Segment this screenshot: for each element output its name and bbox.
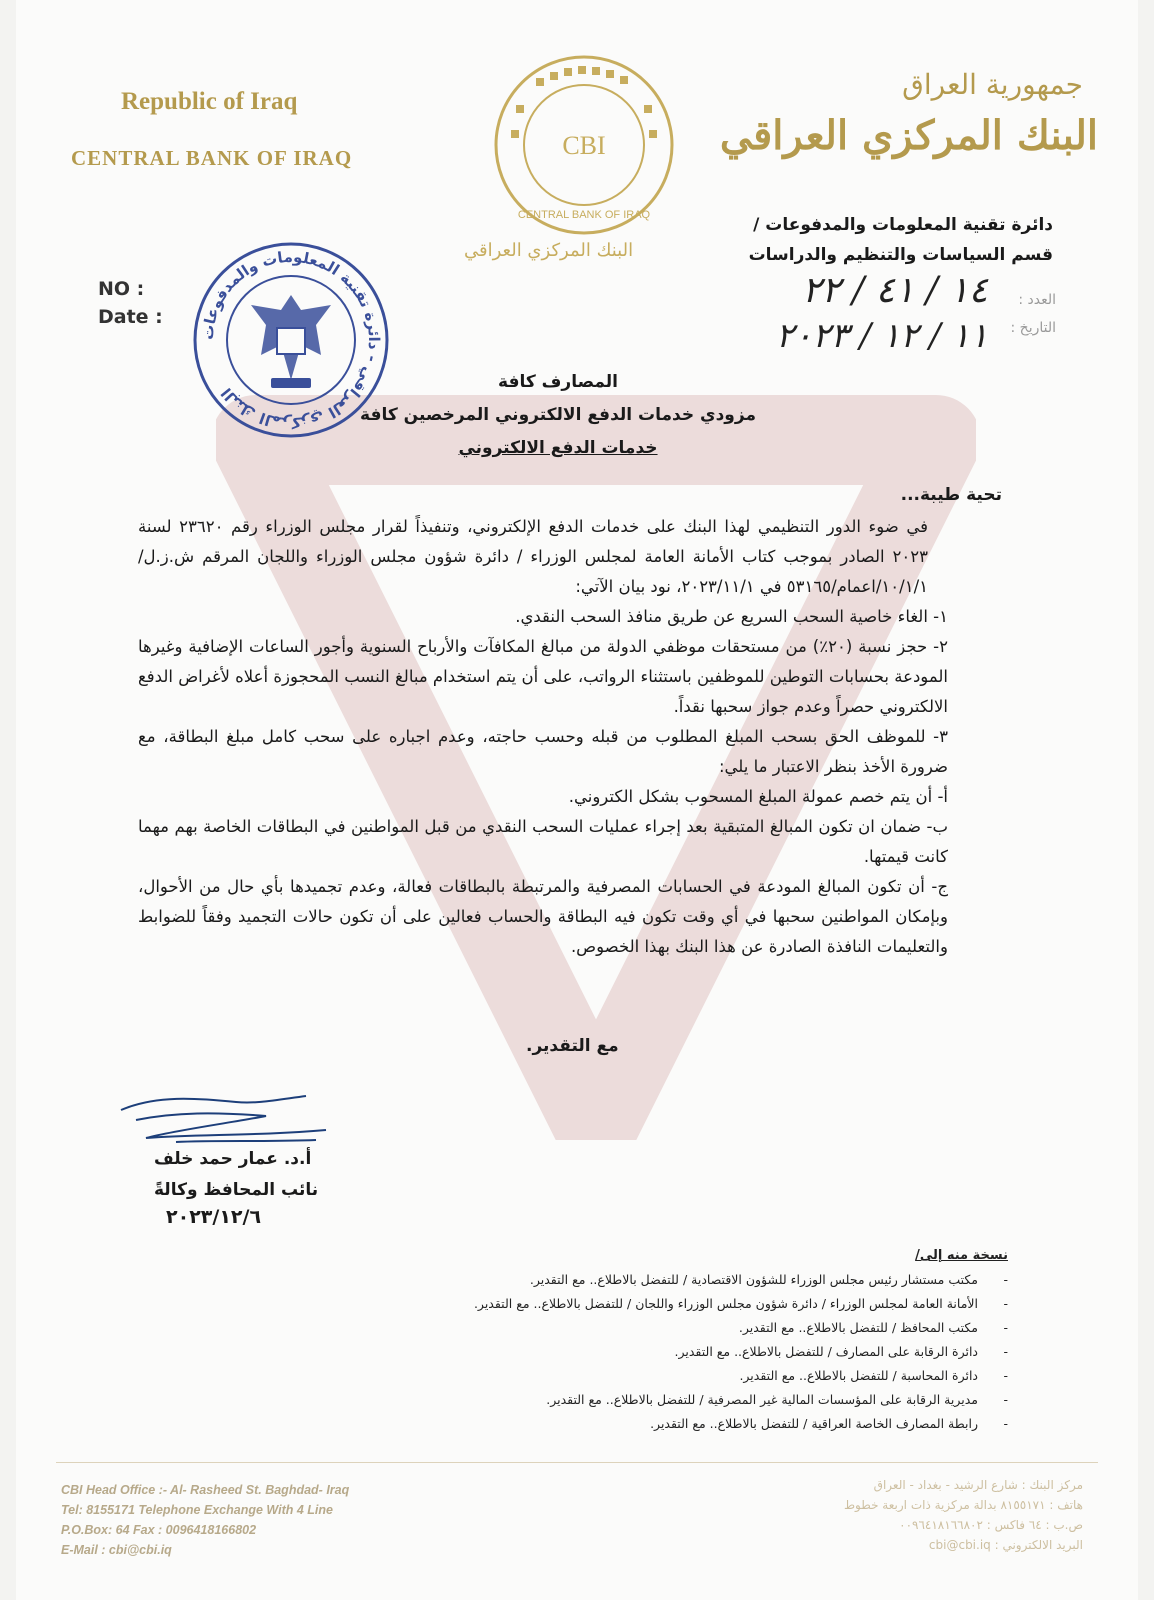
body-intro: في ضوء الدور التنظيمي لهذا البنك على خدمات الدفع الإلكتروني، وتنفيذاً لقرار مجلس الوزراء رقم ٢٣٦٢٠ لسنة ٢٠٢٣ الصادر بموجب كتاب الأمانة العامة لمجلس الوزراء / دائرة شؤون مجلس الوزراء واللجان المرقم ش.ز.ل/١٠/١/١/اعمام/٥٣١٦٥ في ٢٠٢٣/١١/١، نود بيان الآتي: [138,517,928,596]
footer-ar [844,1475,1083,1555]
logo-subtitle: البنك المركزي العراقي [464,240,634,261]
footer-en [61,1480,349,1560]
footer-divider [56,1462,1098,1463]
body-subitem: أ- أن يتم خصم عمولة المبلغ المسحوب بشكل الكتروني. [568,787,948,806]
date-label: Date : [98,306,163,328]
header-ar-bank: البنك المركزي العراقي [719,112,1098,159]
footer-line: ص.ب : ٦٤ فاكس : ٠٠٩٦٤١٨١٦٦٨٠٢ [899,1518,1083,1532]
department-line: قسم السياسات والتنظيم والدراسات [748,245,1053,265]
department-block [749,210,1053,270]
signatory-block [154,1144,318,1206]
body-item: ٢- حجز نسبة (٢٠٪) من مستحقات موظفي الدولة من مبالغ المكافآت والأرباح السنوية وأجور الساعات الإضافية وغيرها المودعة بحسابات التوطين للموظفين باستثناء الرواتب، على أن يتم استخدام مبالغ النسب المحجوزة أعلاه لأغراض الدفع الالكتروني حصراً وعدم جواز سحبها نقداً. [138,637,949,716]
greeting: تحية طيبة... [900,485,1002,505]
footer-line: البريد الالكتروني : cbi@cbi.iq [928,1538,1083,1552]
copy-item: - دائرة المحاسبة / للتفضل بالاطلاع.. مع التقدير. [188,1364,1008,1388]
addressee-line: مزودي خدمات الدفع الالكتروني المرخصين كافة [360,405,756,425]
body-item: ١- الغاء خاصية السحب السريع عن طريق منافذ السحب النقدي. [515,607,948,626]
addressee-line: المصارف كافة [498,372,618,392]
footer-line: P.O.Box: 64 Fax : 0096418166802 [61,1523,257,1537]
header-ar-country: جمهورية العراق [902,68,1083,101]
cbi-logo [486,50,682,240]
no-label: NO : [98,278,145,300]
handwritten-signature [116,1090,336,1150]
department-line: دائرة تقنية المعلومات والمدفوعات / [753,215,1053,235]
footer-line: مركز البنك : شارع الرشيد - بغداد - العراق [873,1478,1083,1492]
copy-item: - مديرية الرقابة على المؤسسات المالية غير المصرفية / للتفضل بالاطلاع.. مع التقدير. [188,1388,1008,1412]
addressee-block [323,366,793,465]
stamp-ring-text: البنك المركزي العراقي - دائرة تقنية المعلومات والمدفوعات [198,247,384,433]
footer-line: CBI Head Office :- Al- Rasheed St. Baghdad- Iraq [61,1483,350,1497]
letter-body [138,512,948,962]
signatory-date: ٢٠٢٣/١٢/٦ [166,1206,262,1228]
copies-title: نسخة منه إلى/ [915,1248,1008,1263]
handwritten-number: ١٤ / ٤١ / ٢٢ [801,270,988,311]
logo-ring-text: CENTRAL BANK OF IRAQ [517,209,651,221]
copy-item: - مكتب المحافظ / للتفضل بالاطلاع.. مع التقدير. [188,1316,1008,1340]
body-item: ٣- للموظف الحق بسحب المبلغ المطلوب من قبله وحسب حاجته، وعدم اجباره على سحب كامل مبلغ البطاقة، مع ضرورة الأخذ بنظر الاعتبار ما يلي: [138,727,948,776]
handwritten-date: ١١ / ١٢ / ٢٠٢٣ [775,316,988,356]
ar-date-label: التاريخ : [1010,320,1056,336]
logo-text: CBI [562,131,606,160]
signatory-name: أ.د. عمار حمد خلف [154,1149,312,1169]
reference-labels-en [98,275,163,331]
ar-no-label: العدد : [1018,292,1056,308]
copy-item: - الأمانة العامة لمجلس الوزراء / دائرة شؤون مجلس الوزراء واللجان / للتفضل بالاطلاع.. مع التقدير. [188,1292,1008,1316]
copy-item: - دائرة الرقابة على المصارف / للتفضل بالاطلاع.. مع التقدير. [188,1340,1008,1364]
body-subitem: ب- ضمان ان تكون المبالغ المتبقية بعد إجراء عمليات السحب النقدي من قبل المواطنين في البطاقات الخاصة بهم مهما كانت قيمتها. [138,817,948,866]
reference-labels-ar [1010,286,1056,342]
header-en-country: Republic of Iraq [121,88,298,115]
body-subitem: ج- أن تكون المبالغ المودعة في الحسابات المصرفية والمرتبطة بالبطاقات فعالة، وعدم تجميدها بأي حال من الأحوال، وبإمكان المواطنين سحبها في أي وقت تكون فيه البطاقة والحساب فعالين على أن تكون حالات التجميد وفقاً للضوابط والتعليمات النافذة الصادرة عن هذا البنك بهذا الخصوص. [138,877,948,956]
copy-item: - رابطة المصارف الخاصة العراقية / للتفضل بالاطلاع.. مع التقدير. [188,1412,1008,1436]
letter-page [16,0,1138,1600]
header-en-bank: CENTRAL BANK OF IRAQ [71,146,353,170]
footer-line: Tel: 8155171 Telephone Exchange With 4 Line [61,1503,333,1517]
eagle-icon [251,295,331,388]
closing: مع التقدير. [526,1036,619,1056]
signatory-title: نائب المحافظ وكالةً [154,1180,319,1200]
subject-line: خدمات الدفع الالكتروني [458,438,658,458]
copies-section [188,1244,1008,1436]
footer-line: E-Mail : cbi@cbi.iq [61,1543,172,1557]
footer-line: هاتف : ٨١٥٥١٧١ بدالة مركزية ذات اربعة خطوط [843,1498,1083,1512]
copy-item: - مكتب مستشار رئيس مجلس الوزراء للشؤون الاقتصادية / للتفضل بالاطلاع.. مع التقدير. [188,1268,1008,1292]
